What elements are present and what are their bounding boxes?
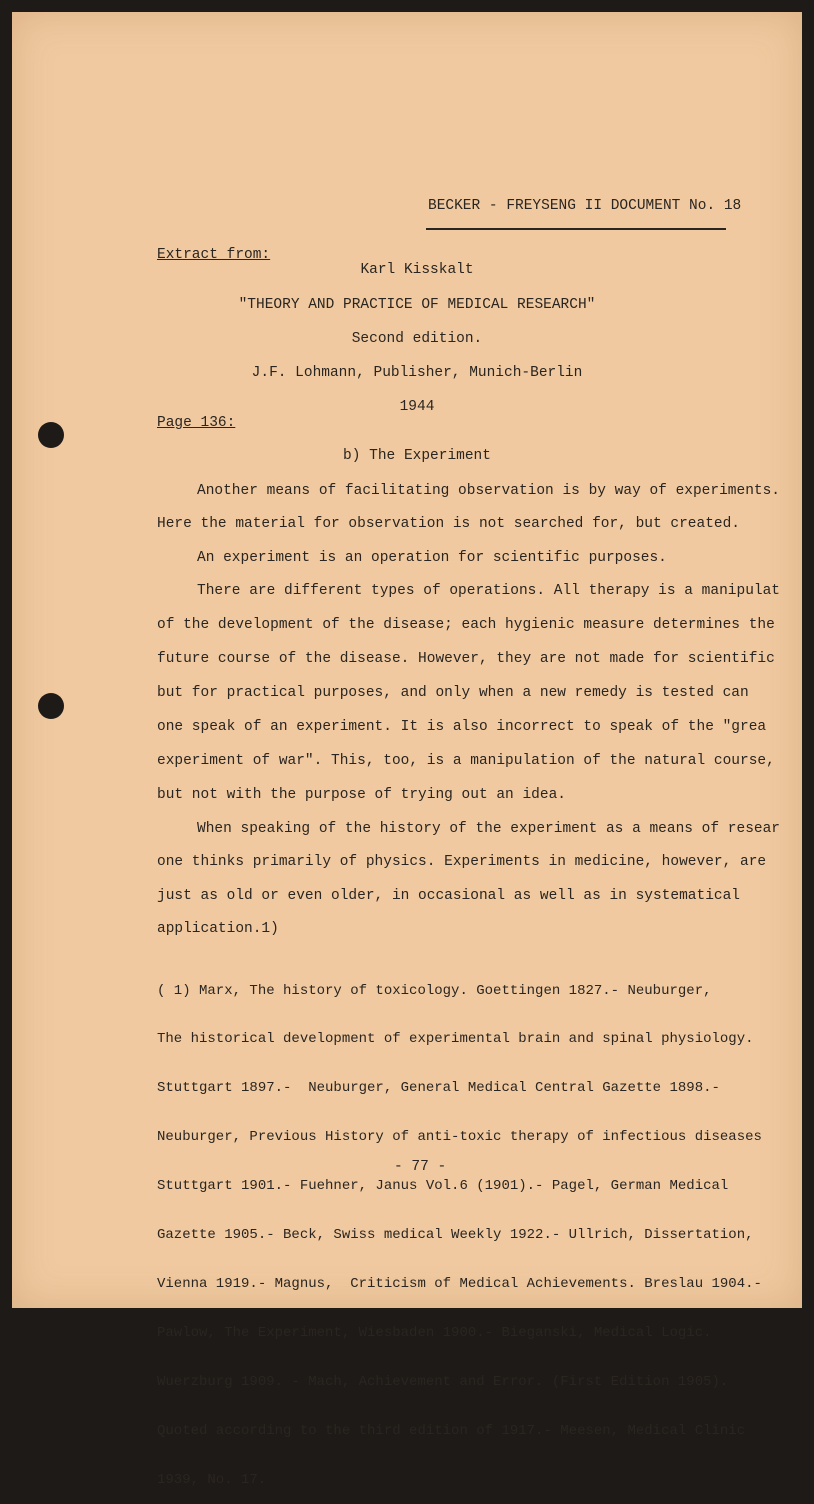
body-line: of the development of the disease; each hygienic measure determines the <box>157 617 775 633</box>
footnote-line: 1939, No. 17. <box>157 1471 267 1488</box>
body-line: When speaking of the history of the experiment as a means of resear <box>197 821 780 837</box>
footnote-line: Neuburger, Previous History of anti-toxic therapy of infectious diseases <box>157 1129 762 1146</box>
footnote <box>157 950 762 1504</box>
body-line: Another means of facilitating observation is by way of experiments. <box>197 483 780 499</box>
footnote-line: Pawlow, The Experiment, Wiesbaden 1900.- Bieganski, Medical Logic. <box>157 1324 712 1341</box>
source-year: 1944 <box>399 399 435 415</box>
body-line: An experiment is an operation for scientific purposes. <box>197 550 667 566</box>
punch-hole <box>38 693 64 719</box>
body-line: but not with the purpose of trying out an idea. <box>157 787 566 803</box>
footnote-line: ( 1) Marx, The history of toxicology. Goettingen 1827.- Neuburger, <box>157 982 712 999</box>
document-header: BECKER - FREYSENG II DOCUMENT No. 18 <box>428 198 742 214</box>
section-heading: b) The Experiment <box>343 448 491 464</box>
source-edition: Second edition. <box>351 331 483 347</box>
source-publisher: J.F. Lohmann, Publisher, Munich-Berlin <box>251 365 583 381</box>
source-title: "THEORY AND PRACTICE OF MEDICAL RESEARCH" <box>238 297 596 313</box>
body-line: application.1) <box>157 921 279 937</box>
body-line: There are different types of operations. All therapy is a manipulat <box>197 583 780 599</box>
body-line: one thinks primarily of physics. Experiments in medicine, however, are <box>157 854 767 870</box>
punch-hole <box>38 422 64 448</box>
body-line: one speak of an experiment. It is also incorrect to speak of the "grea <box>157 719 767 735</box>
extract-label: Extract from: <box>157 247 271 263</box>
footnote-line: Vienna 1919.- Magnus, Criticism of Medical Achievements. Breslau 1904.- <box>157 1275 762 1292</box>
body-line: but for practical purposes, and only when a new remedy is tested can <box>157 685 749 701</box>
body-line: Here the material for observation is not searched for, but created. <box>157 516 740 532</box>
body-line: future course of the disease. However, they are not made for scientific <box>157 651 775 667</box>
page-label: Page 136: <box>157 415 236 431</box>
footnote-line: Quoted according to the third edition of 1917.- Meesen, Medical Clinic <box>157 1422 746 1439</box>
body-line: experiment of war". This, too, is a manipulation of the natural course, <box>157 753 775 769</box>
footnote-line: Stuttgart 1897.- Neuburger, General Medical Central Gazette 1898.- <box>157 1080 720 1097</box>
page-number: - 77 - <box>394 1159 447 1175</box>
header-rule <box>426 228 726 230</box>
footnote-line: Gazette 1905.- Beck, Swiss medical Weekly 1922.- Ullrich, Dissertation, <box>157 1227 754 1244</box>
source-author: Karl Kisskalt <box>360 262 474 278</box>
footnote-line: Stuttgart 1901.- Fuehner, Janus Vol.6 (1901).- Pagel, German Medical <box>157 1178 729 1195</box>
footnote-line: The historical development of experimental brain and spinal physiology. <box>157 1031 754 1048</box>
body-line: just as old or even older, in occasional as well as in systematical <box>157 888 740 904</box>
footnote-line: Wuerzburg 1909. - Mach, Achievement and Error. (First Edition 1905). <box>157 1373 729 1390</box>
